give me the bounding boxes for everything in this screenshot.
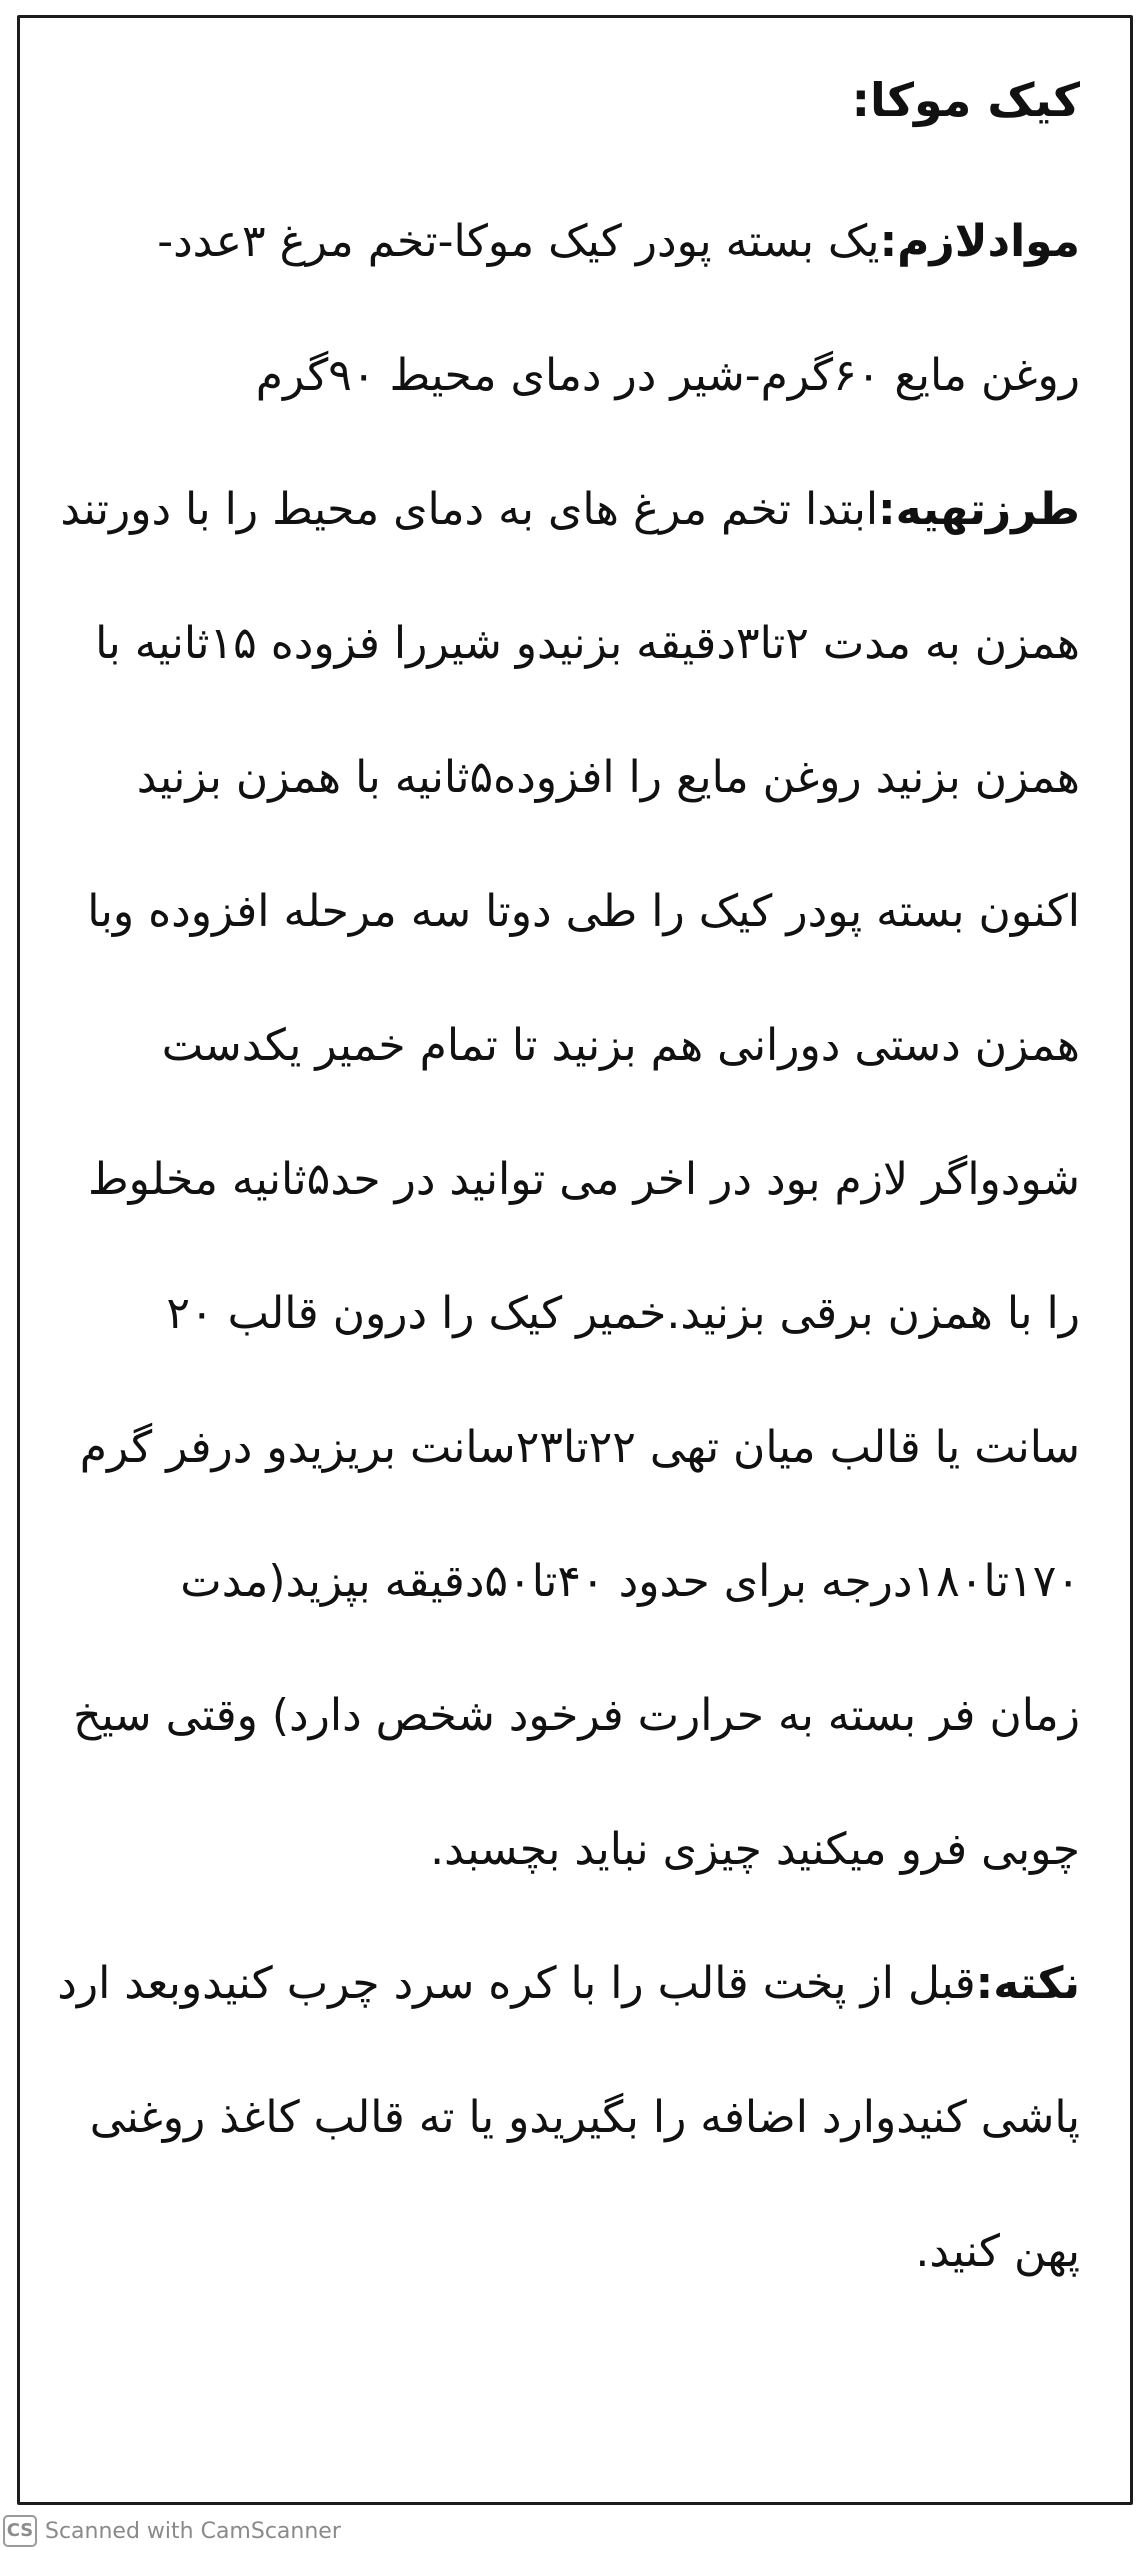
- method-label: طرزتهیه:: [878, 484, 1080, 535]
- note-line: [57, 1917, 1080, 2051]
- method-line: ۱۷۰تا۱۸۰درجه برای حدود ۴۰تا۵۰دقیقه بپزید(مدت: [180, 1556, 1080, 1607]
- method-line: چوبی فرو میکنید چیزی نباید بچسبد.: [430, 1824, 1080, 1875]
- method-line: همزن به مدت ۲تا۳دقیقه بزنیدو شیررا فزوده ۱۵ثانیه با: [95, 618, 1080, 669]
- ingredients-text: یک بسته پودر کیک موکا-تخم مرغ ۳عدد-: [157, 216, 880, 267]
- note-label: نکته:: [975, 1958, 1080, 2009]
- method-line: [60, 443, 1080, 577]
- ingredients-line: [60, 175, 1080, 309]
- watermark-text: Scanned with CamScanner: [45, 2518, 341, 2544]
- note-text: قبل از پخت قالب را با کره سرد چرب کنیدوبعد ارد: [57, 1958, 976, 2009]
- ingredients-line: روغن مایع ۶۰گرم-شیر در دمای محیط ۹۰گرم: [255, 350, 1080, 401]
- ingredients-label: موادلازم:: [879, 216, 1080, 267]
- method-text: ابتدا تخم مرغ های به دمای محیط را با دورتند: [60, 484, 879, 535]
- camscanner-logo-icon: CS: [3, 2515, 37, 2547]
- method-line: همزن بزنید روغن مایع را افزوده۵ثانیه با همزن بزنید: [136, 752, 1080, 803]
- method-line: همزن دستی دورانی هم بزنید تا تمام خمیر یکدست: [161, 1020, 1080, 1071]
- note-line: پهن کنید.: [915, 2226, 1080, 2277]
- scanner-watermark: [3, 2513, 341, 2549]
- method-line: را با همزن برقی بزنید.خمیر کیک را درون قالب ۲۰: [166, 1288, 1080, 1339]
- recipe-title: کیک موکا:: [851, 73, 1080, 127]
- method-line: اکنون بسته پودر کیک را طی دوتا سه مرحله افزوده وبا: [87, 886, 1080, 937]
- recipe-document: [57, 65, 1080, 2319]
- method-line: زمان فر بسته به حرارت فرخود شخص دارد) وقتی سیخ: [73, 1690, 1080, 1741]
- method-line: شودواگر لازم بود در اخر می توانید در حد۵ثانیه مخلوط: [87, 1154, 1080, 1205]
- note-line: پاشی کنیدوارد اضافه را بگیریدو یا ته قالب کاغذ روغنی: [89, 2092, 1080, 2143]
- method-line: سانت یا قالب میان تهی ۲۲تا۲۳سانت بریزیدو درفر گرم: [79, 1422, 1080, 1473]
